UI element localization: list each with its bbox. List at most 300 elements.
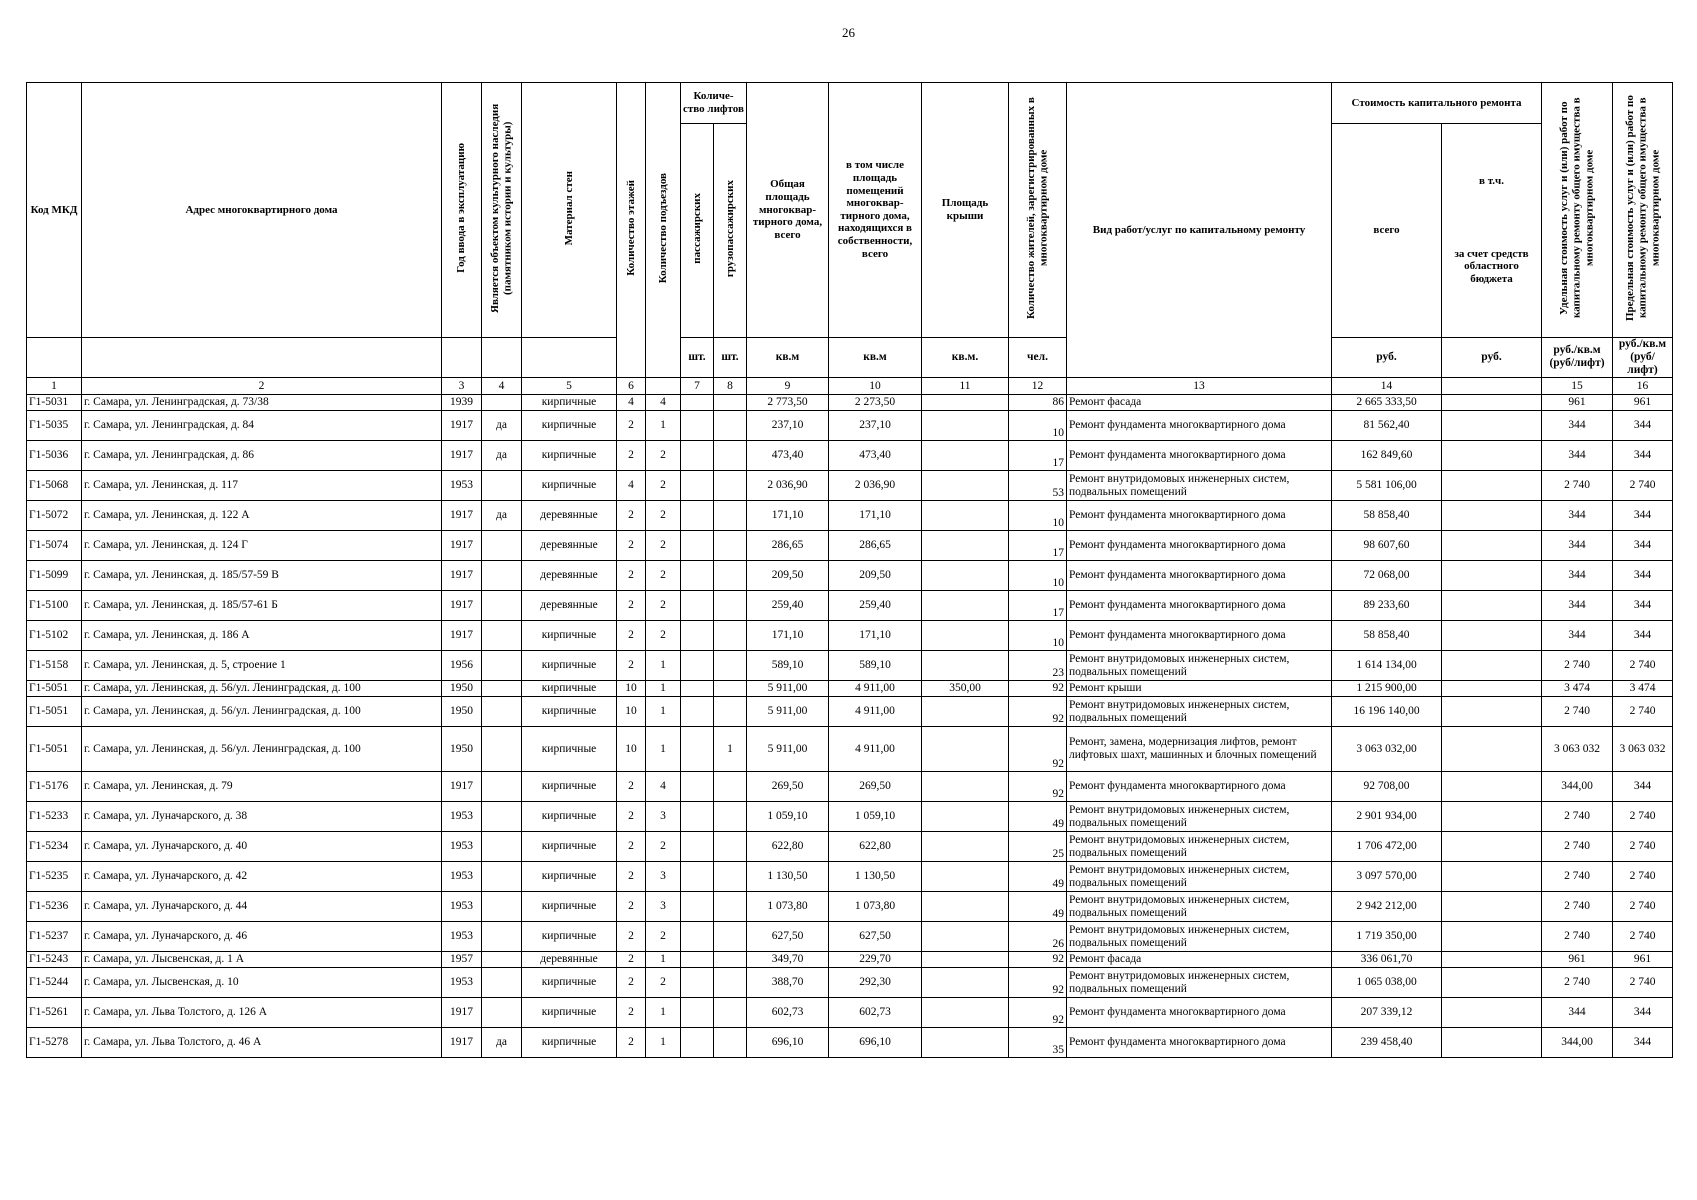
row-address: г. Самара, ул. Луначарского, д. 44 [82, 892, 442, 922]
row-cost-regional [1442, 697, 1542, 727]
col-number: 16 [1613, 378, 1673, 395]
row-lifts-passenger [681, 802, 714, 832]
header-area-owned: в том числе площадь помещений многоквар- тирного дома, находящихся в собственности, всего [829, 83, 922, 338]
row-area-total: 627,50 [747, 922, 829, 952]
row-area-total: 209,50 [747, 561, 829, 591]
row-area-owned: 259,40 [829, 591, 922, 621]
row-heritage [482, 681, 522, 697]
row-unit-cost: 344,00 [1542, 772, 1613, 802]
row-lifts-passenger [681, 621, 714, 651]
row-work-type: Ремонт внутридомовых инженерных систем, подвальных помещений [1067, 968, 1332, 998]
row-lifts-cargo [714, 772, 747, 802]
unit-cost-regional: руб. [1442, 337, 1542, 378]
row-address: г. Самара, ул. Ленинская, д. 185/57-61 Б [82, 591, 442, 621]
row-cost-regional [1442, 892, 1542, 922]
row-floors: 2 [617, 411, 646, 441]
header-address: Адрес многоквартирного дома [82, 83, 442, 338]
row-work-type: Ремонт фасада [1067, 395, 1332, 411]
row-year: 1917 [442, 1028, 482, 1058]
row-heritage [482, 772, 522, 802]
row-cost-regional [1442, 772, 1542, 802]
row-cost-regional [1442, 1028, 1542, 1058]
col-number: 4 [482, 378, 522, 395]
row-cost-regional [1442, 968, 1542, 998]
row-lifts-cargo [714, 1028, 747, 1058]
row-entrances: 1 [646, 952, 681, 968]
col-number [1442, 378, 1542, 395]
row-cost-total: 98 607,60 [1332, 531, 1442, 561]
row-floors: 10 [617, 727, 646, 772]
row-floors: 10 [617, 681, 646, 697]
row-lifts-cargo [714, 952, 747, 968]
row-code: Г1-5278 [27, 1028, 82, 1058]
row-residents: 25 [1009, 832, 1067, 862]
row-unit-cost: 2 740 [1542, 802, 1613, 832]
unit-max-cost: руб./кв.м (руб/лифт) [1613, 337, 1673, 378]
row-residents: 49 [1009, 802, 1067, 832]
row-area-owned: 237,10 [829, 411, 922, 441]
row-work-type: Ремонт фундамента многоквартирного дома [1067, 561, 1332, 591]
table-row [27, 832, 1673, 862]
row-cost-total: 1 065 038,00 [1332, 968, 1442, 998]
row-entrances: 2 [646, 531, 681, 561]
unit-lift-cargo: шт. [714, 337, 747, 378]
header-lifts: Количе- ство лифтов [681, 83, 747, 124]
row-year: 1917 [442, 561, 482, 591]
row-wall-material: кирпичные [522, 697, 617, 727]
row-cost-total: 239 458,40 [1332, 1028, 1442, 1058]
row-cost-regional [1442, 681, 1542, 697]
row-cost-regional [1442, 591, 1542, 621]
row-heritage [482, 922, 522, 952]
row-address: г. Самара, ул. Лысвенская, д. 10 [82, 968, 442, 998]
table-row [27, 561, 1673, 591]
table-row [27, 802, 1673, 832]
row-entrances: 1 [646, 998, 681, 1028]
row-entrances: 2 [646, 441, 681, 471]
row-work-type: Ремонт фундамента многоквартирного дома [1067, 501, 1332, 531]
row-code: Г1-5031 [27, 395, 82, 411]
row-lifts-cargo [714, 651, 747, 681]
row-floors: 2 [617, 591, 646, 621]
row-floors: 2 [617, 1028, 646, 1058]
row-heritage [482, 471, 522, 501]
row-area-total: 589,10 [747, 651, 829, 681]
row-entrances: 4 [646, 772, 681, 802]
row-heritage [482, 651, 522, 681]
table-row [27, 681, 1673, 697]
row-unit-cost: 2 740 [1542, 862, 1613, 892]
row-cost-total: 2 901 934,00 [1332, 802, 1442, 832]
row-unit-cost: 2 740 [1542, 968, 1613, 998]
row-cost-total: 1 215 900,00 [1332, 681, 1442, 697]
row-floors: 10 [617, 697, 646, 727]
table-body [27, 395, 1673, 1058]
row-entrances: 2 [646, 561, 681, 591]
unit-area-total: кв.м [747, 337, 829, 378]
row-heritage [482, 591, 522, 621]
row-year: 1956 [442, 651, 482, 681]
row-work-type: Ремонт внутридомовых инженерных систем, подвальных помещений [1067, 802, 1332, 832]
row-unit-cost: 2 740 [1542, 832, 1613, 862]
row-work-type: Ремонт фундамента многоквартирного дома [1067, 772, 1332, 802]
row-wall-material: кирпичные [522, 395, 617, 411]
table-row [27, 651, 1673, 681]
row-max-cost: 2 740 [1613, 892, 1673, 922]
row-wall-material: кирпичные [522, 471, 617, 501]
row-entrances: 2 [646, 832, 681, 862]
row-area-total: 171,10 [747, 501, 829, 531]
row-area-owned: 171,10 [829, 501, 922, 531]
row-area-total: 1 059,10 [747, 802, 829, 832]
col-number: 3 [442, 378, 482, 395]
row-area-owned: 269,50 [829, 772, 922, 802]
col-number: 2 [82, 378, 442, 395]
row-lifts-cargo [714, 411, 747, 441]
row-code: Г1-5234 [27, 832, 82, 862]
row-residents: 26 [1009, 922, 1067, 952]
row-wall-material: деревянные [522, 531, 617, 561]
header-code: Код МКД [27, 83, 82, 338]
row-residents: 92 [1009, 681, 1067, 697]
row-area-owned: 622,80 [829, 832, 922, 862]
row-work-type: Ремонт внутридомовых инженерных систем, подвальных помещений [1067, 922, 1332, 952]
row-unit-cost: 344 [1542, 561, 1613, 591]
row-code: Г1-5261 [27, 998, 82, 1028]
row-entrances: 1 [646, 411, 681, 441]
row-unit-cost: 344,00 [1542, 1028, 1613, 1058]
row-residents: 17 [1009, 591, 1067, 621]
row-address: г. Самара, ул. Ленинская, д. 117 [82, 471, 442, 501]
row-cost-regional [1442, 651, 1542, 681]
row-code: Г1-5244 [27, 968, 82, 998]
row-heritage [482, 998, 522, 1028]
row-code: Г1-5068 [27, 471, 82, 501]
row-area-owned: 602,73 [829, 998, 922, 1028]
row-cost-total: 2 942 212,00 [1332, 892, 1442, 922]
row-floors: 2 [617, 998, 646, 1028]
row-address: г. Самара, ул. Ленинская, д. 122 А [82, 501, 442, 531]
row-year: 1917 [442, 998, 482, 1028]
row-wall-material: кирпичные [522, 681, 617, 697]
row-address: г. Самара, ул. Луначарского, д. 40 [82, 832, 442, 862]
row-floors: 2 [617, 952, 646, 968]
row-roof-area [922, 651, 1009, 681]
row-unit-cost: 2 740 [1542, 697, 1613, 727]
unit-area-owned: кв.м [829, 337, 922, 378]
col-number: 11 [922, 378, 1009, 395]
row-unit-cost: 2 740 [1542, 892, 1613, 922]
header-heritage: Является объектом культурного наследия (памятником истории и культуры) [488, 103, 514, 313]
table-row [27, 501, 1673, 531]
row-cost-total: 207 339,12 [1332, 998, 1442, 1028]
row-area-owned: 4 911,00 [829, 727, 922, 772]
row-lifts-cargo [714, 968, 747, 998]
row-entrances: 1 [646, 697, 681, 727]
col-number: 1 [27, 378, 82, 395]
row-lifts-passenger [681, 591, 714, 621]
row-cost-total: 3 063 032,00 [1332, 727, 1442, 772]
row-roof-area [922, 1028, 1009, 1058]
header-entrances: Количество подъездов [656, 173, 669, 284]
row-address: г. Самара, ул. Ленинская, д. 79 [82, 772, 442, 802]
row-code: Г1-5237 [27, 922, 82, 952]
row-code: Г1-5051 [27, 681, 82, 697]
row-code: Г1-5100 [27, 591, 82, 621]
row-residents: 92 [1009, 727, 1067, 772]
row-cost-total: 16 196 140,00 [1332, 697, 1442, 727]
row-lifts-cargo [714, 681, 747, 697]
row-area-owned: 292,30 [829, 968, 922, 998]
row-year: 1917 [442, 411, 482, 441]
row-entrances: 3 [646, 802, 681, 832]
row-lifts-passenger [681, 1028, 714, 1058]
row-wall-material: кирпичные [522, 1028, 617, 1058]
row-floors: 2 [617, 832, 646, 862]
row-max-cost: 344 [1613, 411, 1673, 441]
row-area-owned: 473,40 [829, 441, 922, 471]
header-cost: Стоимость капитального ремонта [1332, 83, 1542, 124]
row-heritage [482, 697, 522, 727]
row-lifts-passenger [681, 998, 714, 1028]
row-entrances: 1 [646, 1028, 681, 1058]
row-floors: 2 [617, 772, 646, 802]
row-unit-cost: 2 740 [1542, 922, 1613, 952]
row-address: г. Самара, ул. Ленинградская, д. 84 [82, 411, 442, 441]
row-heritage [482, 832, 522, 862]
col-number: 15 [1542, 378, 1613, 395]
col-number: 7 [681, 378, 714, 395]
row-work-type: Ремонт фундамента многоквартирного дома [1067, 441, 1332, 471]
row-entrances: 2 [646, 922, 681, 952]
row-entrances: 2 [646, 501, 681, 531]
row-cost-regional [1442, 395, 1542, 411]
row-cost-regional [1442, 411, 1542, 441]
repair-register-table [26, 82, 1673, 1058]
row-heritage: да [482, 411, 522, 441]
row-address: г. Самара, ул. Льва Толстого, д. 46 А [82, 1028, 442, 1058]
row-cost-regional [1442, 561, 1542, 591]
row-heritage [482, 531, 522, 561]
row-residents: 53 [1009, 471, 1067, 501]
row-year: 1953 [442, 922, 482, 952]
row-area-owned: 286,65 [829, 531, 922, 561]
row-cost-total: 89 233,60 [1332, 591, 1442, 621]
row-work-type: Ремонт внутридомовых инженерных систем, подвальных помещений [1067, 651, 1332, 681]
unit-lift-pass: шт. [681, 337, 714, 378]
table-row [27, 591, 1673, 621]
row-heritage: да [482, 1028, 522, 1058]
row-wall-material: деревянные [522, 501, 617, 531]
col-number: 6 [617, 378, 646, 395]
row-cost-regional [1442, 922, 1542, 952]
header-lifts-passenger: пассажирских [690, 192, 703, 264]
col-number: 14 [1332, 378, 1442, 395]
row-max-cost: 2 740 [1613, 651, 1673, 681]
row-year: 1953 [442, 892, 482, 922]
row-roof-area [922, 968, 1009, 998]
row-residents: 10 [1009, 411, 1067, 441]
row-code: Г1-5099 [27, 561, 82, 591]
row-residents: 10 [1009, 501, 1067, 531]
row-wall-material: кирпичные [522, 411, 617, 441]
row-lifts-passenger [681, 772, 714, 802]
row-wall-material: кирпичные [522, 802, 617, 832]
column-numbers-row [27, 378, 1673, 395]
row-entrances: 1 [646, 727, 681, 772]
row-floors: 2 [617, 561, 646, 591]
row-floors: 4 [617, 471, 646, 501]
row-address: г. Самара, ул. Луначарского, д. 46 [82, 922, 442, 952]
table-row [27, 621, 1673, 651]
row-roof-area [922, 772, 1009, 802]
unit-residents: чел. [1009, 337, 1067, 378]
row-roof-area [922, 862, 1009, 892]
row-area-total: 5 911,00 [747, 697, 829, 727]
row-cost-regional [1442, 531, 1542, 561]
header-cost-incl: в т.ч. [1479, 174, 1504, 187]
row-cost-total: 81 562,40 [1332, 411, 1442, 441]
row-entrances: 2 [646, 968, 681, 998]
row-max-cost: 344 [1613, 501, 1673, 531]
header-wall-material: Материал стен [562, 170, 575, 246]
header-floors: Количество этажей [624, 180, 637, 277]
row-year: 1939 [442, 395, 482, 411]
row-address: г. Самара, ул. Ленинская, д. 185/57-59 В [82, 561, 442, 591]
row-area-total: 349,70 [747, 952, 829, 968]
row-max-cost: 344 [1613, 621, 1673, 651]
row-address: г. Самара, ул. Луначарского, д. 42 [82, 862, 442, 892]
row-residents: 35 [1009, 1028, 1067, 1058]
col-number: 8 [714, 378, 747, 395]
row-year: 1953 [442, 832, 482, 862]
row-heritage [482, 968, 522, 998]
row-cost-regional [1442, 727, 1542, 772]
row-heritage [482, 727, 522, 772]
row-code: Г1-5235 [27, 862, 82, 892]
row-cost-total: 58 858,40 [1332, 501, 1442, 531]
row-year: 1953 [442, 968, 482, 998]
row-roof-area [922, 697, 1009, 727]
row-lifts-cargo [714, 892, 747, 922]
row-max-cost: 344 [1613, 531, 1673, 561]
header-area-total: Общая площадь многоквар- тирного дома, всего [747, 83, 829, 338]
row-floors: 2 [617, 892, 646, 922]
row-year: 1953 [442, 862, 482, 892]
row-area-owned: 229,70 [829, 952, 922, 968]
row-max-cost: 2 740 [1613, 802, 1673, 832]
row-lifts-passenger [681, 501, 714, 531]
row-code: Г1-5233 [27, 802, 82, 832]
row-lifts-cargo [714, 802, 747, 832]
unit-unit-cost: руб./кв.м (руб/лифт) [1542, 337, 1613, 378]
table-row [27, 772, 1673, 802]
row-year: 1950 [442, 697, 482, 727]
row-year: 1950 [442, 727, 482, 772]
row-address: г. Самара, ул. Луначарского, д. 38 [82, 802, 442, 832]
row-roof-area [922, 952, 1009, 968]
row-cost-total: 92 708,00 [1332, 772, 1442, 802]
row-cost-total: 5 581 106,00 [1332, 471, 1442, 501]
table-row [27, 1028, 1673, 1058]
row-year: 1957 [442, 952, 482, 968]
row-heritage [482, 621, 522, 651]
row-entrances: 2 [646, 621, 681, 651]
row-lifts-passenger [681, 727, 714, 772]
row-area-owned: 696,10 [829, 1028, 922, 1058]
row-lifts-cargo [714, 395, 747, 411]
row-area-owned: 2 273,50 [829, 395, 922, 411]
row-residents: 17 [1009, 531, 1067, 561]
row-residents: 86 [1009, 395, 1067, 411]
row-wall-material: кирпичные [522, 892, 617, 922]
row-work-type: Ремонт внутридомовых инженерных систем, подвальных помещений [1067, 697, 1332, 727]
row-entrances: 4 [646, 395, 681, 411]
row-unit-cost: 961 [1542, 395, 1613, 411]
row-lifts-passenger [681, 561, 714, 591]
row-work-type: Ремонт внутридомовых инженерных систем, подвальных помещений [1067, 832, 1332, 862]
row-unit-cost: 344 [1542, 621, 1613, 651]
row-entrances: 1 [646, 681, 681, 697]
row-cost-regional [1442, 802, 1542, 832]
row-year: 1950 [442, 681, 482, 697]
table-row [27, 727, 1673, 772]
row-area-total: 286,65 [747, 531, 829, 561]
row-area-total: 237,10 [747, 411, 829, 441]
row-area-total: 473,40 [747, 441, 829, 471]
col-number: 5 [522, 378, 617, 395]
row-max-cost: 961 [1613, 395, 1673, 411]
row-lifts-passenger [681, 531, 714, 561]
row-roof-area [922, 471, 1009, 501]
row-year: 1917 [442, 772, 482, 802]
row-heritage [482, 952, 522, 968]
table-row [27, 892, 1673, 922]
table-row [27, 395, 1673, 411]
row-unit-cost: 344 [1542, 441, 1613, 471]
row-area-owned: 171,10 [829, 621, 922, 651]
row-residents: 92 [1009, 697, 1067, 727]
row-cost-total: 162 849,60 [1332, 441, 1442, 471]
row-lifts-cargo [714, 832, 747, 862]
row-unit-cost: 2 740 [1542, 651, 1613, 681]
row-code: Г1-5236 [27, 892, 82, 922]
row-lifts-passenger [681, 892, 714, 922]
row-code: Г1-5102 [27, 621, 82, 651]
row-address: г. Самара, ул. Ленинская, д. 124 Г [82, 531, 442, 561]
row-cost-regional [1442, 952, 1542, 968]
col-number: 13 [1067, 378, 1332, 395]
row-cost-regional [1442, 998, 1542, 1028]
row-residents: 49 [1009, 892, 1067, 922]
row-residents: 92 [1009, 998, 1067, 1028]
row-work-type: Ремонт, замена, модернизация лифтов, ремонт лифтовых шахт, машинных и блочных помещений [1067, 727, 1332, 772]
row-max-cost: 344 [1613, 772, 1673, 802]
header-lifts-cargo: грузопассажирских [723, 179, 736, 277]
row-lifts-passenger [681, 411, 714, 441]
row-heritage [482, 802, 522, 832]
row-cost-total: 1 706 472,00 [1332, 832, 1442, 862]
col-number: 9 [747, 378, 829, 395]
row-lifts-passenger [681, 681, 714, 697]
row-max-cost: 344 [1613, 591, 1673, 621]
row-lifts-cargo [714, 998, 747, 1028]
table-row [27, 697, 1673, 727]
row-work-type: Ремонт внутридомовых инженерных систем, подвальных помещений [1067, 471, 1332, 501]
page-number: 26 [842, 25, 855, 40]
row-heritage [482, 561, 522, 591]
row-residents: 92 [1009, 772, 1067, 802]
